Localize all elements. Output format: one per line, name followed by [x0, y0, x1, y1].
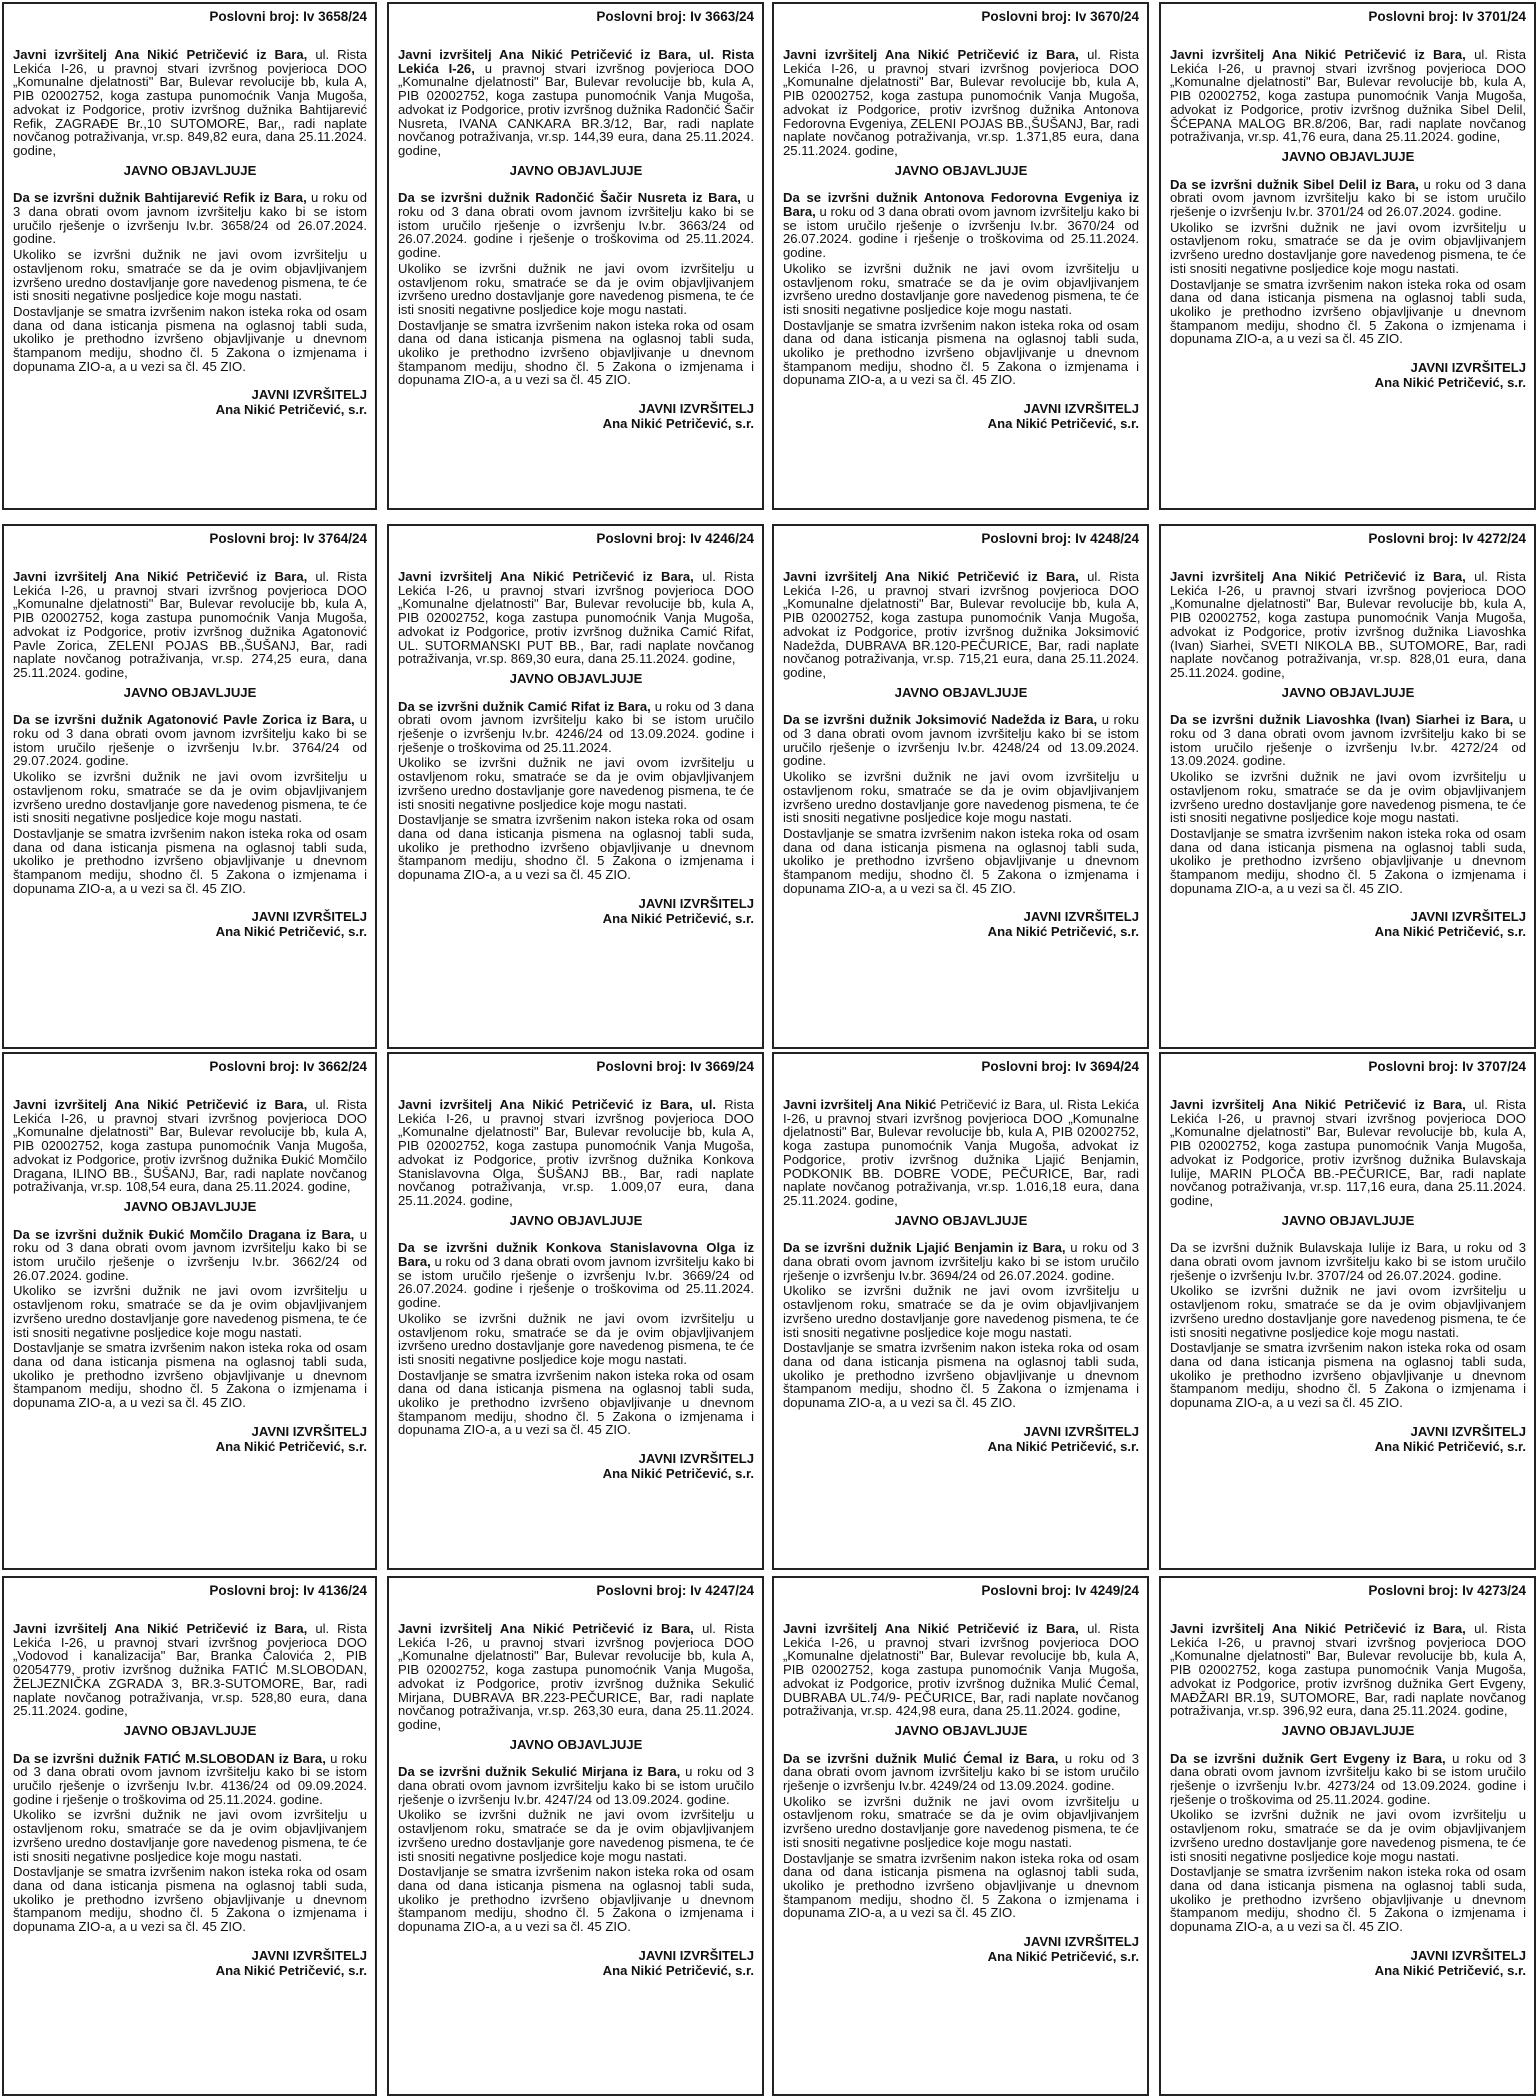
signature-name: Ana Nikić Petričević, s.r.: [987, 1949, 1139, 1965]
notice-body-lead: Da se izvršni dužnik Đukić Momčilo Dragana iz Bara,: [13, 1226, 355, 1242]
signature: [1170, 1424, 1526, 1454]
notice-intro: [783, 570, 1139, 680]
notice-heading: JAVNO OBJAVLJUJE: [1281, 1722, 1415, 1738]
notice-intro: [13, 1098, 367, 1194]
case-number: Poslovni broj: Iv 3701/24: [1368, 9, 1526, 24]
notice-body-lead: Da se izvršni dužnik Joksimović Nadežda iz Bara,: [783, 712, 1098, 728]
notice-box: [772, 1052, 1149, 1570]
signature-name: Ana Nikić Petričević, s.r.: [602, 910, 754, 926]
notice-intro-text: ul. Rista Lekića I-26, u pravnoj stvari izvršnog povjerioca DOO „Komunalne djelatnosti" Bar, Bulevar revolucije bb, kula A, PIB 02002752, koga zastupa punomoćnik Vanja Mugoša, advokat iz Podgorice, protiv izvršnog dužnika Agatonović Pavle Zorica, ZELENI POJAS BB.,ŠUŠANJ, Bar, radi naplate novčanog potraživanja, vr.sp. 274,25 eura, dana 25.11.2024. godine,: [13, 569, 367, 680]
notice-intro: [783, 48, 1139, 158]
notice-consequence: Ukoliko se izvršni dužnik ne javi ovom izvršitelju u ostavljenom roku, smatraće se da je ovim objavljivanjem izvršeno uredno dostavljanje gore navedenog pismena, te će isti snositi negativne posljedice koje mogu nastati.: [1170, 769, 1526, 826]
notice-body-text: u roku od 3 dana obrati ovom javnom izvršitelju kako bi se istom uručilo rješenje o izvršenju Iv.br. 3764/24 od 29.07.2024. godine.: [13, 712, 368, 769]
notice-intro-text: ul. Rista Lekića I-26, u pravnoj stvari izvršnog povjerioca DOO „Komunalne djelatnosti" Bar, Bulevar revolucije bb, kula A, PIB 02002752, koga zastupa punomoćnik Vanja Mugoša, advokat iz Podgorice, protiv izvršnog dužnika Joksimović Nadežda, DUBRAVA BR.120-PEČURICE, Bar, radi naplate novčanog potraživanja, vr.sp. 715,21 eura, dana 25.11.2024. godine,: [783, 569, 1139, 680]
case-number: Poslovni broj: Iv 3669/24: [596, 1059, 754, 1074]
notice-heading: JAVNO OBJAVLJUJE: [1281, 684, 1415, 700]
notice-box: [1159, 524, 1536, 1049]
notice-delivery: Dostavljanje se smatra izvršenim nakon isteka roka od osam dana od dana isticanja pismena na oglasnoj tabli suda, ukoliko je prethodno izvršeno objavljivanje u dnevnom štampanom mediju, shodno čl. 5 Zakona o izmjenama i dopunama ZIO-a, a u vezi sa čl. 45 ZIO.: [1170, 825, 1526, 896]
notice-body-text: u roku od 3 dana obrati ovom javnom izvršitelju kako bi se istom uručilo rješenje o izvršenju Iv.br. 3670/24 od 26.07.2024. godine i rješenje o troškovima od 25.11.2024. godine.: [783, 204, 1139, 261]
case-number: Poslovni broj: Iv 4247/24: [596, 1583, 754, 1598]
notice-body: [1170, 1752, 1526, 1807]
case-number: Poslovni broj: Iv 3764/24: [209, 531, 367, 546]
notice-intro-lead: Javni izvršitelj Ana Nikić: [783, 1097, 937, 1112]
notice-delivery: Dostavljanje se smatra izvršenim nakon isteka roka od osam dana od dana isticanja pismena na oglasnoj tabli suda, ukoliko je prethodno izvršeno objavljivanje u dnevnom štampanom mediju, shodno čl. 5 Zakona o izmjenama i dopunama ZIO-a, a u vezi sa čl. 45 ZIO.: [783, 1850, 1139, 1921]
notice-box: [387, 2, 764, 510]
signature: [1170, 909, 1526, 939]
notice-body: [398, 1765, 754, 1806]
signature-title: JAVNI IZVRŠITELJ: [1410, 1947, 1526, 1963]
case-number: Poslovni broj: Iv 4136/24: [209, 1583, 367, 1598]
signature-name: Ana Nikić Petričević, s.r.: [987, 416, 1139, 432]
notice-consequence: Ukoliko se izvršni dužnik ne javi ovom izvršitelju u ostavljenom roku, smatraće se da je ovim objavljivanjem izvršeno uredno dostavljanje gore navedenog pismena, te će isti snositi negativne posljedice koje mogu nastati.: [398, 755, 754, 812]
notice-intro: [13, 570, 367, 680]
notice-intro: [398, 1098, 754, 1208]
notice-consequence: Ukoliko se izvršni dužnik ne javi ovom izvršitelju u ostavljenom roku, smatraće se da je ovim objavljivanjem izvršeno uredno dostavljanje gore navedenog pismena, te će isti snositi negativne posljedice koje mogu nastati.: [398, 1310, 754, 1367]
notice-heading: JAVNO OBJAVLJUJE: [123, 684, 257, 700]
notice-intro-lead: Javni izvršitelj Ana Nikić Petričević iz Bara,: [783, 569, 1079, 584]
notice-box: [2, 1576, 377, 2096]
notice-box: [1159, 1576, 1536, 2096]
notice-intro: [398, 48, 754, 158]
notice-body: [783, 1241, 1139, 1282]
notice-body-lead: Da se izvršni dužnik Ljajić Benjamin iz Bara,: [783, 1240, 1066, 1256]
signature-name: Ana Nikić Petričević, s.r.: [602, 416, 754, 432]
case-number: Poslovni broj: Iv 4249/24: [981, 1583, 1139, 1598]
notice-intro-lead: Javni izvršitelj Ana Nikić Petričević iz Bara, ul.: [398, 1097, 717, 1112]
notice-intro-lead: Javni izvršitelj Ana Nikić Petričević iz Bara,: [1170, 569, 1466, 584]
notice-heading: JAVNO OBJAVLJUJE: [509, 162, 643, 178]
notice-intro-lead: Javni izvršitelj Ana Nikić Petričević iz Bara,: [398, 1621, 694, 1636]
signature-name: Ana Nikić Petričević, s.r.: [215, 1438, 367, 1454]
case-number: Poslovni broj: Iv 3663/24: [596, 9, 754, 24]
notice-intro-lead: Javni izvršitelj Ana Nikić Petričević iz Bara,: [13, 1621, 308, 1636]
notice-intro-text: ul. Rista Lekića I-26, u pravnoj stvari izvršnog povjerioca DOO „Komunalne djelatnosti" Bar, Bulevar revolucije bb, kula A, PIB 02002752, koga zastupa punomoćnik Vanja Mugoša, advokat iz Podgorice, protiv izvršnog dužnika Liavoshka (Ivan) Siarhei, SVETI NIKOLA BB., SUTOMORE, Bar, radi naplate novčanog potraživanja, vr.sp. 828,01 eura, dana 25.11.2024. godine,: [1170, 569, 1526, 680]
notice-intro-text: ul. Rista Lekića I-26, u pravnoj stvari izvršnog povjerioca DOO „Komunalne djelatnosti" Bar, Bulevar revolucije bb, kula A, PIB 02002752, koga zastupa punomoćnik Vanja Mugoša, advokat iz Podgorice, protiv izvršnog dužnika Camić Rifat, UL. SUTORMANSKI PUT BB., Bar, radi naplate novčanog potraživanja, vr.sp. 869,30 eura, dana 25.11.2024. godine,: [398, 569, 754, 667]
notice-delivery: Dostavljanje se smatra izvršenim nakon isteka roka od osam dana od dana isticanja pismena na oglasnoj tabli suda, ukoliko je prethodno izvršeno objavljivanje u dnevnom štampanom mediju, shodno čl. 5 Zakona o izmjenama i dopunama ZIO-a, a u vezi sa čl. 45 ZIO.: [783, 317, 1139, 388]
notice-body-lead: Da se izvršni dužnik Konkova Stanislavovna Olga iz Bara,: [398, 1240, 754, 1270]
notice-consequence: Ukoliko se izvršni dužnik ne javi ovom izvršitelju u ostavljenom roku, smatraće se da je ovim objavljivanjem izvršeno uredno dostavljanje gore navedenog pismena, te će isti snositi negativne posljedice koje mogu nastati.: [398, 1807, 754, 1864]
notice-delivery: Dostavljanje se smatra izvršenim nakon isteka roka od osam dana od dana isticanja pismena na oglasnoj tabli suda, ukoliko je prethodno izvršeno objavljivanje u dnevnom štampanom mediju, shodno čl. 5 Zakona o izmjenama i dopunama ZIO-a, a u vezi sa čl. 45 ZIO.: [783, 1340, 1139, 1411]
notice-box: [2, 524, 377, 1049]
notice-body-text: u roku od 3 dana obrati ovom javnom izvršitelju kako bi se istom uručilo rješenje o izvršenju Iv.br. 4246/24 od 13.09.2024. godine i rješenje o troškovima od 25.11.2024.: [398, 698, 755, 755]
notice-consequence: Ukoliko se izvršni dužnik ne javi ovom izvršitelju u ostavljenom roku, smatraće se da je ovim objavljivanjem izvršeno uredno dostavljanje gore navedenog pismena, te će isti snositi negativne posljedice koje mogu nastati.: [13, 247, 367, 304]
notice-delivery: Dostavljanje se smatra izvršenim nakon isteka roka od osam dana od dana isticanja pismena na oglasnoj tabli suda, ukoliko je prethodno izvršeno objavljivanje u dnevnom štampanom mediju, shodno čl. 5 Zakona o izmjenama i dopunama ZIO-a, a u vezi sa čl. 45 ZIO.: [398, 1864, 754, 1935]
notice-body-lead: Da se izvršni dužnik Sekulić Mirjana iz Bara,: [398, 1764, 681, 1780]
notice-body: [13, 191, 367, 246]
notice-delivery: Dostavljanje se smatra izvršenim nakon isteka roka od osam dana od dana isticanja pismena na oglasnoj tabli suda, ukoliko je prethodno izvršeno objavljivanje u dnevnom štampanom mediju, shodno čl. 5 Zakona o izmjenama i dopunama ZIO-a, a u vezi sa čl. 45 ZIO.: [1170, 276, 1526, 347]
notice-body: [13, 1228, 367, 1283]
notice-box: [2, 2, 377, 510]
notice-body: [1170, 178, 1526, 219]
notice-body-text: u roku od 3 dana obrati ovom javnom izvršitelju kako bi se istom uručilo rješenje o izvršenju Iv.br. 3658/24 od 26.07.2024. godine.: [13, 190, 367, 247]
case-number: Poslovni broj: Iv 3670/24: [981, 9, 1139, 24]
notice-heading: JAVNO OBJAVLJUJE: [509, 1212, 643, 1228]
notice-consequence: Ukoliko se izvršni dužnik ne javi ovom izvršitelju u ostavljenom roku, smatraće se da je ovim objavljivanjem izvršeno uredno dostavljanje gore navedenog pismena, te će isti snositi negativne posljedice koje mogu nastati.: [398, 260, 754, 317]
signature: [1170, 360, 1526, 390]
notice-delivery: Dostavljanje se smatra izvršenim nakon isteka roka od osam dana od dana isticanja pismena na oglasnoj tabli suda, ukoliko je prethodno izvršeno objavljivanje u dnevnom štampanom mediju, shodno čl. 5 Zakona o izmjenama i dopunama ZIO-a, a u vezi sa čl. 45 ZIO.: [13, 303, 367, 374]
notice-heading: JAVNO OBJAVLJUJE: [1281, 148, 1415, 164]
notice-body: [1170, 1241, 1526, 1282]
notice-box: [772, 524, 1149, 1049]
notice-intro-lead: Javni izvršitelj Ana Nikić Petričević iz Bara, ul. Rista Lekića I-26,: [398, 47, 754, 76]
notice-body-text: u roku od 3 dana obrati ovom javnom izvršitelju kako bi se istom uručilo rješenje o izvršenju Iv.br. 4249/24 od 13.09.2024. godine.: [783, 1750, 1140, 1794]
notice-intro-text: ul. Rista Lekića I-26, u pravnoj stvari izvršnog povjerioca DOO „Komunalne djelatnosti" Bar, Bulevar revolucije bb, kula A, PIB 02002752, koga zastupa punomoćnik Vanja Mugoša, advokat iz Podgorice, protiv izvršnog dužnika Gert Evgeny, MAĐŽARI BR.19, SUTOMORE, Bar, radi naplate novčanog potraživanja, vr.sp. 396,92 eura, dana 25.11.2024. godine,: [1170, 1621, 1526, 1719]
signature-title: JAVNI IZVRŠITELJ: [251, 1423, 367, 1439]
notice-delivery: Dostavljanje se smatra izvršenim nakon isteka roka od osam dana od dana isticanja pismena na oglasnoj tabli suda, ukoliko je prethodno izvršeno objavljivanje u dnevnom štampanom mediju, shodno čl. 5 Zakona o izmjenama i dopunama ZIO-a, a u vezi sa čl. 45 ZIO.: [398, 1367, 754, 1438]
notice-delivery: Dostavljanje se smatra izvršenim nakon isteka roka od osam dana od dana isticanja pismena na oglasnoj tabli suda, ukoliko je prethodno izvršeno objavljivanje u dnevnom štampanom mediju, shodno čl. 5 Zakona o izmjenama i dopunama ZIO-a, a u vezi sa čl. 45 ZIO.: [13, 825, 367, 896]
signature: [783, 401, 1139, 431]
notice-intro-lead: Javni izvršitelj Ana Nikić Petričević iz Bara,: [783, 47, 1079, 62]
notice-box: [387, 1576, 764, 2096]
signature-title: JAVNI IZVRŠITELJ: [1410, 360, 1526, 376]
notice-box: [1159, 1052, 1536, 1570]
notice-intro-lead: Javni izvršitelj Ana Nikić Petričević iz Bara,: [13, 1097, 308, 1112]
notice-intro: [783, 1098, 1139, 1208]
notice-consequence: Ukoliko se izvršni dužnik ne javi ovom izvršitelju u ostavljenom roku, smatraće se da je ovim objavljivanjem izvršeno uredno dostavljanje gore navedenog pismena, te će isti snositi negativne posljedice koje mogu nastati.: [1170, 1807, 1526, 1864]
notice-heading: JAVNO OBJAVLJUJE: [123, 162, 257, 178]
case-number: Poslovni broj: Iv 3694/24: [981, 1059, 1139, 1074]
signature-name: Ana Nikić Petričević, s.r.: [987, 924, 1139, 940]
notice-consequence: Ukoliko se izvršni dužnik ne javi ovom izvršitelju u ostavljenom roku, smatraće se da je ovim objavljivanjem izvršeno uredno dostavljanje gore navedenog pismena, te će isti snositi negativne posljedice koje mogu nastati.: [1170, 219, 1526, 276]
signature-name: Ana Nikić Petričević, s.r.: [1374, 1438, 1526, 1454]
notice-intro-text: ul. Rista Lekića I-26, u pravnoj stvari izvršnog povjerioca DOO „Komunalne djelatnosti" Bar, Bulevar revolucije bb, kula A, PIB 02002752, koga zastupa punomoćnik Vanja Mugoša, advokat iz Podgorice, protiv izvršnog dužnika Bulavskaja Iulije, MARIN PLOČA BB.-PEČURICE, Bar, radi naplate novčanog potraživanja, vr.sp. 117,16 eura, dana 25.11.2024. godine,: [1170, 1097, 1526, 1208]
signature: [13, 1948, 367, 1978]
signature: [398, 401, 754, 431]
case-number: Poslovni broj: Iv 4246/24: [596, 531, 754, 546]
signature-title: JAVNI IZVRŠITELJ: [638, 1947, 754, 1963]
notice-heading: JAVNO OBJAVLJUJE: [894, 1212, 1028, 1228]
notice-body-lead: Da se izvršni dužnik FATIĆ M.SLOBODAN iz Bara,: [13, 1750, 326, 1766]
notice-heading: JAVNO OBJAVLJUJE: [894, 162, 1028, 178]
signature: [398, 1451, 754, 1481]
notice-intro: [783, 1622, 1139, 1718]
signature-name: Ana Nikić Petričević, s.r.: [602, 1466, 754, 1482]
signature-title: JAVNI IZVRŠITELJ: [1023, 401, 1139, 417]
notice-body-lead: Da se izvršni dužnik Radončić Šačir Nusreta iz Bara,: [398, 190, 741, 206]
notice-body: [783, 1752, 1139, 1793]
signature: [783, 1934, 1139, 1964]
signature-title: JAVNI IZVRŠITELJ: [638, 401, 754, 417]
notice-body: [1170, 713, 1526, 768]
notice-consequence: Ukoliko se izvršni dužnik ne javi ovom izvršitelju u ostavljenom roku, smatraće se da je ovim objavljivanjem izvršeno uredno dostavljanje gore navedenog pismena, te će isti snositi negativne posljedice koje mogu nastati.: [13, 1807, 367, 1864]
notice-intro: [398, 1622, 754, 1732]
case-number: Poslovni broj: Iv 3658/24: [209, 9, 367, 24]
notice-delivery: Dostavljanje se smatra izvršenim nakon isteka roka od osam dana od dana isticanja pismena na oglasnoj tabli suda, ukoliko je prethodno izvršeno objavljivanje u dnevnom štampanom mediju, shodno čl. 5 Zakona o izmjenama i dopunama ZIO-a, a u vezi sa čl. 45 ZIO.: [398, 812, 754, 883]
signature-title: JAVNI IZVRŠITELJ: [638, 895, 754, 911]
signature-title: JAVNI IZVRŠITELJ: [638, 1451, 754, 1467]
signature-title: JAVNI IZVRŠITELJ: [251, 387, 367, 403]
notice-intro: [13, 1622, 367, 1718]
signature: [783, 1424, 1139, 1454]
notice-body-text: u roku od 3 dana obrati ovom javnom izvršitelju kako bi se istom uručilo rješenje o izvršenju Iv.br. 4272/24 od 13.09.2024. godine.: [1170, 712, 1526, 769]
notice-box: [772, 1576, 1149, 2096]
notice-intro-text: ul. Rista Lekića I-26, u pravnoj stvari izvršnog povjerioca DOO „Vodovod i kanalizacija" Bar, Branka Čalovića 2, PIB 02054779, protiv izvršnog dužnika FATIĆ M.SLOBODAN, ŽELJEZNIČKA ZGRADA 3, BR.3-SUTOMORE, Bar, radi naplate novčanog potraživanja, vr.sp. 528,80 eura, dana 25.11.2024. godine,: [13, 1621, 367, 1719]
signature-title: JAVNI IZVRŠITELJ: [1410, 909, 1526, 925]
signature: [783, 909, 1139, 939]
notice-body-lead: Da se izvršni dužnik Liavoshka (Ivan) Siarhei iz Bara,: [1170, 712, 1514, 728]
signature: [13, 387, 367, 417]
notice-body: [398, 191, 754, 260]
notice-intro: [1170, 1098, 1526, 1208]
notice-body-lead: Da se izvršni dužnik Antonova Fedorovna Evgeniya iz Bara,: [783, 190, 1139, 220]
notice-delivery: Dostavljanje se smatra izvršenim nakon isteka roka od osam dana od dana isticanja pismena na oglasnoj tabli suda, ukoliko je prethodno izvršeno objavljivanje u dnevnom štampanom mediju, shodno čl. 5 Zakona o izmjenama i dopunama ZIO-a, a u vezi sa čl. 45 ZIO.: [1170, 1864, 1526, 1935]
notice-body-text: u roku od 3 dana obrati ovom javnom izvršitelju kako bi se istom uručilo rješenje o izvršenju Iv.br. 3694/24 od 26.07.2024. godine.: [783, 1240, 1140, 1283]
case-number: Poslovni broj: Iv 3707/24: [1368, 1059, 1526, 1074]
notice-body: [783, 191, 1139, 260]
signature-name: Ana Nikić Petričević, s.r.: [1374, 924, 1526, 940]
notice-delivery: Dostavljanje se smatra izvršenim nakon isteka roka od osam dana od dana isticanja pismena na oglasnoj tabli suda, ukoliko je prethodno izvršeno objavljivanje u dnevnom štampanom mediju, shodno čl. 5 Zakona o izmjenama i dopunama ZIO-a, a u vezi sa čl. 45 ZIO.: [783, 825, 1139, 896]
signature-name: Ana Nikić Petričević, s.r.: [1374, 1962, 1526, 1978]
signature-title: JAVNI IZVRŠITELJ: [1023, 909, 1139, 925]
case-number: Poslovni broj: Iv 4248/24: [981, 531, 1139, 546]
notice-delivery: Dostavljanje se smatra izvršenim nakon isteka roka od osam dana od dana isticanja pismena na oglasnoj tabli suda, ukoliko je prethodno izvršeno objavljivanje u dnevnom štampanom mediju, shodno čl. 5 Zakona o izmjenama i dopunama ZIO-a, a u vezi sa čl. 45 ZIO.: [13, 1864, 367, 1935]
notice-delivery: Dostavljanje se smatra izvršenim nakon isteka roka od osam dana od dana isticanja pismena na oglasnoj tabli suda, ukoliko je prethodno izvršeno objavljivanje u dnevnom štampanom mediju, shodno čl. 5 Zakona o izmjenama i dopunama ZIO-a, a u vezi sa čl. 45 ZIO.: [1170, 1340, 1526, 1411]
notice-box: [387, 524, 764, 1049]
case-number: Poslovni broj: Iv 3662/24: [209, 1059, 367, 1074]
notice-body-lead: Da se izvršni dužnik Camić Rifat iz Bara,: [398, 698, 651, 714]
notice-heading: JAVNO OBJAVLJUJE: [509, 670, 643, 686]
signature: [1170, 1948, 1526, 1978]
notice-intro-text: ul. Rista Lekića I-26, u pravnoj stvari izvršnog povjerioca DOO „Komunalne djelatnosti" Bar, Bulevar revolucije bb, kula A, PIB 02002752, koga zastupa punomoćnik Vanja Mugoša, advokat iz Podgorice, protiv izvršnog dužnika Sekulić Mirjana, DUBRAVA BR.223-PEČURICE, Bar, radi naplate novčanog potraživanja, vr.sp. 263,30 eura, dana 25.11.2024. godine,: [398, 1621, 754, 1732]
notice-box: [2, 1052, 377, 1570]
notice-body-text: u roku od 3 dana obrati ovom javnom izvršitelju kako bi se istom uručilo rješenje o izvršenju Iv.br. 3663/24 od 26.07.2024. godine i rješenje o troškovima od 25.11.2024. godine.: [398, 190, 755, 261]
notice-intro: [1170, 570, 1526, 680]
signature-title: JAVNI IZVRŠITELJ: [1023, 1934, 1139, 1950]
case-number: Poslovni broj: Iv 4273/24: [1368, 1583, 1526, 1598]
notice-delivery: Dostavljanje se smatra izvršenim nakon isteka roka od osam dana od dana isticanja pismena na oglasnoj tabli suda, ukoliko je prethodno izvršeno objavljivanje u dnevnom štampanom mediju, shodno čl. 5 Zakona o izmjenama i dopunama ZIO-a, a u vezi sa čl. 45 ZIO.: [398, 317, 754, 388]
notice-body-text: u roku od 3 dana obrati ovom javnom izvršitelju kako bi se istom uručilo rješenje o izvršenju Iv.br. 3669/24 od 26.07.2024. godine i rješenje o troškovima od 25.11.2024. godine.: [398, 1254, 754, 1311]
notice-body: [398, 1241, 754, 1310]
signature-name: Ana Nikić Petričević, s.r.: [215, 1962, 367, 1978]
notice-heading: JAVNO OBJAVLJUJE: [1281, 1212, 1415, 1228]
notice-delivery: Dostavljanje se smatra izvršenim nakon isteka roka od osam dana od dana isticanja pismena na oglasnoj tabli suda, ukoliko je prethodno izvršeno objavljivanje u dnevnom štampanom mediju, shodno čl. 5 Zakona o izmjenama i dopunama ZIO-a, a u vezi sa čl. 45 ZIO.: [13, 1340, 367, 1411]
signature-name: Ana Nikić Petričević, s.r.: [987, 1438, 1139, 1454]
signature: [13, 909, 367, 939]
notice-heading: JAVNO OBJAVLJUJE: [894, 684, 1028, 700]
notice-intro: [13, 48, 367, 158]
notice-body-text: u roku od 3 dana obrati ovom javnom izvršitelju kako bi se istom uručilo rješenje o izvršenju Iv.br. 3662/24 od 26.07.2024. godine.: [13, 1226, 367, 1283]
notice-intro-text: ul. Rista Lekića I-26, u pravnoj stvari izvršnog povjerioca DOO „Komunalne djelatnosti" Bar, Bulevar revolucije bb, kula A, PIB 02002752, koga zastupa punomoćnik Vanja Mugoša, advokat iz Podgorice, protiv izvršnog dužnika Mulić Ćemal, DUBRABA UL.74/9- PEČURICE, Bar, radi naplate novčanog potraživanja, vr.sp. 424,98 eura, dana 25.11.2024. godine,: [783, 1621, 1139, 1719]
notice-consequence: Ukoliko se izvršni dužnik ne javi ovom izvršitelju u ostavljenom roku, smatraće se da je ovim objavljivanjem izvršeno uredno dostavljanje gore navedenog pismena, te će isti snositi negativne posljedice koje mogu nastati.: [783, 1283, 1139, 1340]
signature-name: Ana Nikić Petričević, s.r.: [602, 1962, 754, 1978]
signature: [398, 1948, 754, 1978]
notice-box: [1159, 2, 1536, 510]
notice-intro-text: ul. Rista Lekića I-26, u pravnoj stvari izvršnog povjerioca DOO „Komunalne djelatnosti" Bar, Bulevar revolucije bb, kula A, PIB 02002752, koga zastupa punomoćnik Vanja Mugoša, advokat iz Podgorice, protiv izvršnog dužnika Đukić Momčilo Dragana, ILINO BB., ŠUŠANJ, Bar, radi naplate novčanog potraživanja, vr.sp. 108,54 eura, dana 25.11.2024. godine,: [13, 1097, 367, 1195]
notice-body-lead: Da se izvršni dužnik Agatonović Pavle Zorica iz Bara,: [13, 712, 355, 728]
notice-body-lead: Da se izvršni dužnik Sibel Delil iz Bara,: [1170, 176, 1419, 192]
notice-intro-text: Rista Lekića I-26, u pravnoj stvari izvršnog povjerioca DOO „Komunalne djelatnosti" Bar, Bulevar revolucije bb, kula A, PIB 02002752, koga zastupa punomoćnik Vanja Mugoša, advokat iz Podgorice, protiv izvršnog dužnika Konkova Stanislavovna Olga, ŠUŠANJ BB., Bar, radi naplate novčanog potraživanja, vr.sp. 1.009,07 eura, dana 25.11.2024. godine,: [398, 1097, 755, 1208]
notice-body: [13, 713, 367, 768]
signature-name: Ana Nikić Petričević, s.r.: [215, 924, 367, 940]
notice-intro: [1170, 1622, 1526, 1718]
notice-intro-text: ul. Rista Lekića I-26, u pravnoj stvari izvršnog povjerioca DOO „Komunalne djelatnosti" Bar, Bulevar revolucije bb, kula A, PIB 02002752, koga zastupa punomoćnik Vanja Mugoša, advokat iz Podgorice, protiv izvršnog dužnika Bahtijarević Refik, ZAGRAĐE Br.,10 SUTOMORE, Bar,, radi naplate novčanog potraživanja, vr.sp. 849,82 eura, dana 25.11.2024. godine,: [13, 47, 367, 158]
notice-consequence: Ukoliko se izvršni dužnik ne javi ovom izvršitelju u ostavljenom roku, smatraće se da je ovim objavljivanjem izvršeno uredno dostavljanje gore navedenog pismena, te će isti snositi negativne posljedice koje mogu nastati.: [1170, 1283, 1526, 1340]
notice-consequence: Ukoliko se izvršni dužnik ne javi ovom izvršitelju u ostavljenom roku, smatraće se da je ovim objavljivanjem izvršeno uredno dostavljanje gore navedenog pismena, te će isti snositi negativne posljedice koje mogu nastati.: [13, 769, 367, 826]
notice-consequence: Ukoliko se izvršni dužnik ne javi ovom izvršitelju u ostavljenom roku, smatraće se da je ovim objavljivanjem izvršeno uredno dostavljanje gore navedenog pismena, te će isti snositi negativne posljedice koje mogu nastati.: [13, 1283, 367, 1340]
signature-title: JAVNI IZVRŠITELJ: [1023, 1423, 1139, 1439]
signature-name: Ana Nikić Petričević, s.r.: [215, 402, 367, 418]
notice-box: [387, 1052, 764, 1570]
signature-name: Ana Nikić Petričević, s.r.: [1374, 375, 1526, 391]
notice-body-text: u roku od 3 dana obrati ovom javnom izvršitelju kako bi se istom uručilo rješenje o izvršenju Iv.br. 4247/24 od 13.09.2024. godine.: [398, 1764, 755, 1807]
notice-heading: JAVNO OBJAVLJUJE: [894, 1722, 1028, 1738]
notice-body-lead: Da se izvršni dužnik Bahtijarević Refik iz Bara,: [13, 190, 307, 206]
notice-body-text: u roku od 3 dana obrati ovom javnom izvršitelju kako bi se istom uručilo rješenje o izvršenju Iv.br. 4248/24 od 13.09.2024. godine.: [783, 712, 1139, 769]
notice-body: [783, 713, 1139, 768]
notice-intro: [398, 570, 754, 666]
notice-body: [398, 700, 754, 755]
notice-intro-text: u pravnoj stvari izvršnog povjerioca DOO „Komunalne djelatnosti" Bar, Bulevar revolucije bb, kula A, PIB 02002752, koga zastupa punomoćnik Vanja Mugoša, advokat iz Podgorice, protiv izvršnog dužnika Radončić Šačir Nusreta, IVANA CANKARA BR.3/12, Bar, radi naplate novčanog potraživanja, vr.sp. 144,39 eura, dana 25.11.2024. godine,: [398, 60, 755, 158]
notice-body-text: Da se izvršni dužnik Bulavskaja Iulije iz Bara, u roku od 3 dana obrati ovom javnom izvršitelju kako bi se istom uručilo rješenje o izvršenju Iv.br. 3707/24 od 26.07.2024. godine.: [1170, 1240, 1526, 1283]
notice-intro-text: ul. Rista Lekića I-26, u pravnoj stvari izvršnog povjerioca DOO „Komunalne djelatnosti" Bar, Bulevar revolucije bb, kula A, PIB 02002752, koga zastupa punomoćnik Vanja Mugoša, advokat iz Podgorice, protiv izvršnog dužnika Antonova Fedorovna Evgeniya, ZELENI POJAS BB.,ŠUŠANJ, Bar, radi naplate novčanog potraživanja, vr.sp. 1.371,85 eura, dana 25.11.2024. godine,: [783, 47, 1139, 158]
signature-title: JAVNI IZVRŠITELJ: [251, 909, 367, 925]
notice-consequence: Ukoliko se izvršni dužnik ne javi ovom izvršitelju u ostavljenom roku, smatraće se da je ovim objavljivanjem izvršeno uredno dostavljanje gore navedenog pismena, te će isti snositi negativne posljedice koje mogu nastati.: [783, 260, 1139, 317]
notice-intro-text: ul. Rista Lekića I-26, u pravnoj stvari izvršnog povjerioca DOO „Komunalne djelatnosti" Bar, Bulevar revolucije bb, kula A, PIB 02002752, koga zastupa punomoćnik Vanja Mugoša, advokat iz Podgorice, protiv izvršnog dužnika Sibel Delil, ŠĆEPANA MALOG BR.8/206, Bar, radi naplate novčanog potraživanja, vr.sp. 41,76 eura, dana 25.11.2024. godine,: [1170, 47, 1526, 145]
notice-heading: JAVNO OBJAVLJUJE: [123, 1722, 257, 1738]
notice-consequence: Ukoliko se izvršni dužnik ne javi ovom izvršitelju u ostavljenom roku, smatraće se da je ovim objavljivanjem izvršeno uredno dostavljanje gore navedenog pismena, te će isti snositi negativne posljedice koje mogu nastati.: [783, 1793, 1139, 1850]
notice-intro-lead: Javni izvršitelj Ana Nikić Petričević iz Bara,: [1170, 1097, 1466, 1112]
case-number: Poslovni broj: Iv 4272/24: [1368, 531, 1526, 546]
notice-intro-lead: Javni izvršitelj Ana Nikić Petričević iz Bara,: [783, 1621, 1079, 1636]
notice-body-lead: Da se izvršni dužnik Gert Evgeny iz Bara,: [1170, 1750, 1446, 1766]
notice-heading: JAVNO OBJAVLJUJE: [123, 1198, 257, 1214]
notice-intro-lead: Javni izvršitelj Ana Nikić Petričević iz Bara,: [398, 569, 694, 584]
notice-consequence: Ukoliko se izvršni dužnik ne javi ovom izvršitelju u ostavljenom roku, smatraće se da je ovim objavljivanjem izvršeno uredno dostavljanje gore navedenog pismena, te će isti snositi negativne posljedice koje mogu nastati.: [783, 769, 1139, 826]
signature: [13, 1424, 367, 1454]
notice-body-text: u roku od 3 dana obrati ovom javnom izvršitelju kako bi se istom uručilo rješenje o izvršenju Iv.br. 3701/24 od 26.07.2024. godine.: [1170, 176, 1527, 220]
notice-body-lead: Da se izvršni dužnik Mulić Ćemal iz Bara,: [783, 1750, 1059, 1766]
notice-intro-text: Petričević iz Bara, ul. Rista Lekića I-26, u pravnoj stvari izvršnog povjerioca DOO „Komunalne djelatnosti" Bar, Bulevar revolucije bb, kula A, PIB 02002752, koga zastupa punomoćnik Vanja Mugoša, advokat iz Podgorice, protiv izvršnog dužnika Ljajić Benjamin, PODKONIK BB. DOBRE VODE, PEČURICE, Bar, radi naplate novčanog potraživanja, vr.sp. 1.016,18 eura, dana 25.11.2024. godine,: [783, 1097, 1139, 1208]
notice-intro-lead: Javni izvršitelj Ana Nikić Petričević iz Bara,: [13, 569, 308, 584]
notice-intro-lead: Javni izvršitelj Ana Nikić Petričević iz Bara,: [1170, 47, 1466, 62]
signature-title: JAVNI IZVRŠITELJ: [251, 1947, 367, 1963]
notice-box: [772, 2, 1149, 510]
signature: [398, 896, 754, 926]
notice-body-text: u roku od 3 dana obrati ovom javnom izvršitelju kako bi se istom uručilo rješenje o izvršenju Iv.br. 4136/24 od 09.09.2024. godine i rješenje o troškovima od 25.11.2024. godine.: [13, 1750, 368, 1807]
notice-body-text: u roku od 3 dana obrati ovom javnom izvršitelju kako bi se istom uručilo rješenje o izvršenju Iv.br. 4273/24 od 13.09.2024. godine i rješenje o troškovima od 25.11.2024. godine.: [1170, 1750, 1527, 1807]
notice-intro: [1170, 48, 1526, 144]
notice-intro-lead: Javni izvršitelj Ana Nikić Petričević iz Bara,: [1170, 1621, 1466, 1636]
notice-body: [13, 1752, 367, 1807]
notice-heading: JAVNO OBJAVLJUJE: [509, 1736, 643, 1752]
signature-title: JAVNI IZVRŠITELJ: [1410, 1423, 1526, 1439]
notice-intro-lead: Javni izvršitelj Ana Nikić Petričević iz Bara,: [13, 47, 308, 62]
